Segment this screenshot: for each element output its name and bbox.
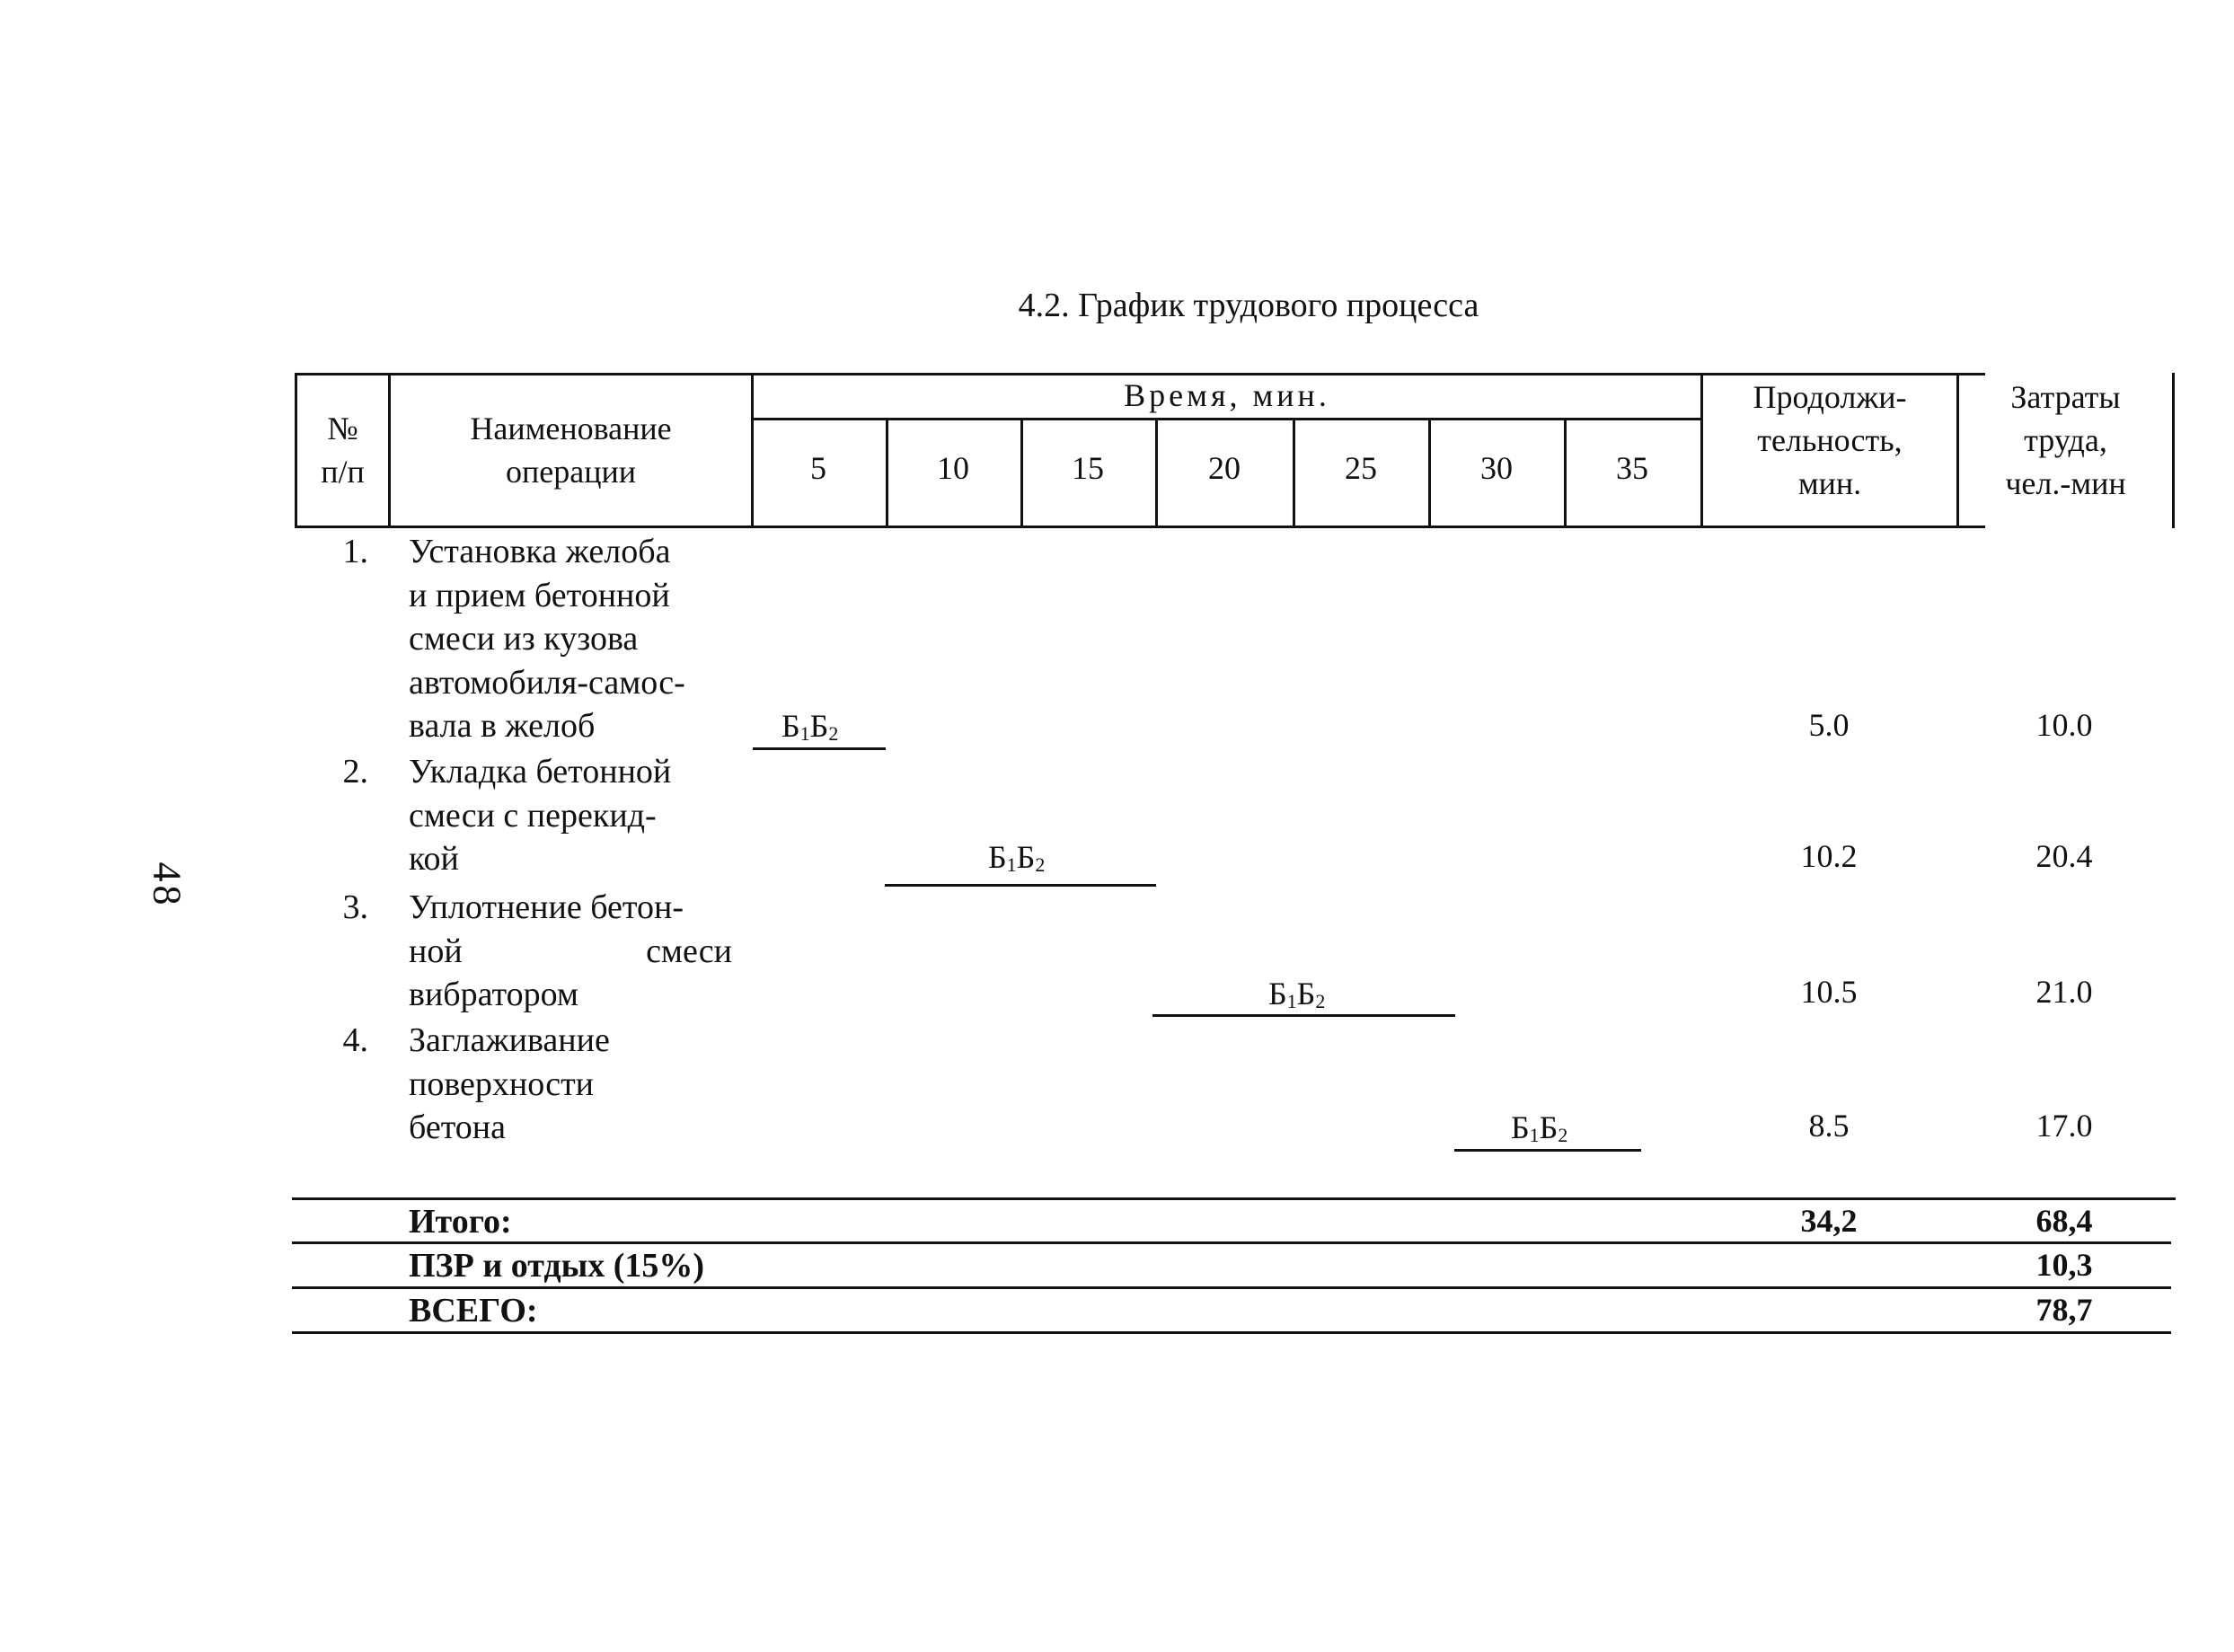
labor-value: 17.0	[2035, 1108, 2093, 1144]
totals-bottom-rule	[292, 1331, 2171, 1334]
header-divider	[886, 418, 888, 528]
operation-name	[409, 1019, 732, 1150]
worker-letter: Б	[809, 708, 829, 744]
schedule-bar	[1152, 1014, 1455, 1017]
name-column-header	[391, 407, 751, 493]
operation-name-line: смеси с перекид-	[409, 796, 657, 835]
operation-name-line: Уплотнение бетон-	[409, 888, 684, 926]
row-number: 1.	[342, 533, 368, 570]
time-tick: 10	[937, 450, 969, 486]
worker-index: 1	[1006, 853, 1017, 876]
row-number: 2.	[342, 753, 368, 791]
operation-name-line: Укладка бетонной	[409, 753, 672, 791]
operation-name-line: Установка желоба	[409, 533, 671, 570]
pzr-labor: 10,3	[2035, 1247, 2093, 1283]
duration-header-line: Продолжи-	[1753, 379, 1907, 415]
operation-name-line: Заглаживание	[409, 1021, 610, 1059]
duration-column-header	[1703, 375, 1956, 505]
worker-index: 2	[1315, 990, 1326, 1012]
header-divider	[1155, 418, 1158, 528]
duration-header-line: тельность,	[1757, 422, 1903, 458]
worker-letter: Б	[1296, 976, 1316, 1012]
operation-name	[409, 750, 732, 881]
worker-letter: Б	[1539, 1109, 1559, 1145]
pzr-label: ПЗР и отдых (15%)	[409, 1247, 705, 1285]
operation-name-line: и прием бетонной	[409, 576, 670, 614]
num-header-line: №	[327, 411, 358, 446]
labor-header-line: труда,	[2024, 422, 2107, 458]
itogo-label: Итого:	[409, 1203, 512, 1241]
time-tick: 35	[1616, 450, 1648, 486]
itogo-labor: 68,4	[2035, 1203, 2093, 1239]
operation-name-line: ной смеси	[409, 932, 732, 970]
time-tick: 30	[1480, 450, 1513, 486]
labor-value: 21.0	[2035, 974, 2093, 1010]
name-header-line: Наименование	[470, 411, 672, 446]
totals-rule	[292, 1286, 2171, 1289]
worker-index: 2	[1035, 853, 1046, 876]
totals-top-rule	[292, 1197, 2176, 1200]
worker-label	[781, 707, 838, 746]
operation-name	[409, 530, 732, 748]
worker-label	[1511, 1109, 1567, 1147]
schedule-bar	[1454, 1149, 1641, 1152]
labor-value: 10.0	[2035, 707, 2093, 743]
operation-name-line: вибратором	[409, 976, 578, 1013]
labor-column-header	[1959, 375, 2172, 505]
worker-letter: Б	[1016, 839, 1036, 875]
header-right-border	[2172, 373, 2175, 528]
duration-value: 5.0	[1808, 707, 1850, 743]
page-number: 48	[145, 861, 190, 909]
vsego-label: ВСЕГО:	[409, 1292, 538, 1330]
worker-label	[988, 838, 1045, 877]
header-divider	[1020, 418, 1023, 528]
worker-letter: Б	[988, 839, 1007, 875]
header-divider	[1564, 418, 1567, 528]
duration-header-line: мин.	[1797, 465, 1862, 501]
worker-index: 1	[799, 722, 810, 745]
row-number: 3.	[342, 888, 368, 926]
name-header-line: операции	[505, 454, 637, 490]
operation-name-line: бетона	[409, 1109, 507, 1146]
operation-name	[409, 886, 732, 1017]
header-divider	[1293, 418, 1295, 528]
operation-name-line: поверхности	[409, 1065, 595, 1103]
table-title: 4.2. График трудового процесса	[1018, 287, 1479, 324]
schedule-bar	[753, 747, 886, 750]
operation-name-line: вала в желоб	[409, 707, 596, 745]
worker-letter: Б	[781, 708, 800, 744]
time-tick: 5	[810, 450, 826, 486]
num-column-header	[297, 407, 388, 493]
vsego-labor: 78,7	[2035, 1292, 2093, 1328]
time-column-header: Время, мин.	[1124, 377, 1330, 413]
num-header-line: п/п	[321, 454, 365, 490]
totals-rule	[292, 1241, 2171, 1244]
worker-letter: Б	[1511, 1109, 1530, 1145]
labor-value: 20.4	[2035, 838, 2093, 874]
time-subheader-line	[751, 418, 1700, 420]
duration-value: 10.2	[1800, 838, 1858, 874]
labor-header-line: чел.-мин	[2005, 465, 2126, 501]
worker-index: 2	[1558, 1124, 1568, 1146]
operation-name-line: смеси из кузова	[409, 620, 639, 658]
header-divider	[1428, 418, 1431, 528]
worker-index: 1	[1529, 1124, 1540, 1146]
operation-name-line: автомобиля-самос-	[409, 663, 685, 702]
header-bottom-border	[295, 526, 1985, 528]
time-tick: 15	[1072, 450, 1104, 486]
labor-header-line: Затраты	[2010, 379, 2121, 415]
time-tick: 20	[1208, 450, 1241, 486]
worker-index: 1	[1286, 990, 1297, 1012]
worker-letter: Б	[1268, 976, 1287, 1012]
duration-value: 8.5	[1808, 1108, 1850, 1144]
operation-name-line: кой	[409, 840, 459, 878]
itogo-duration: 34,2	[1800, 1203, 1858, 1239]
duration-value: 10.5	[1800, 974, 1858, 1010]
row-number: 4.	[342, 1021, 368, 1059]
time-tick: 25	[1345, 450, 1377, 486]
worker-index: 2	[828, 722, 839, 745]
schedule-bar	[885, 884, 1156, 887]
worker-label	[1268, 975, 1325, 1013]
